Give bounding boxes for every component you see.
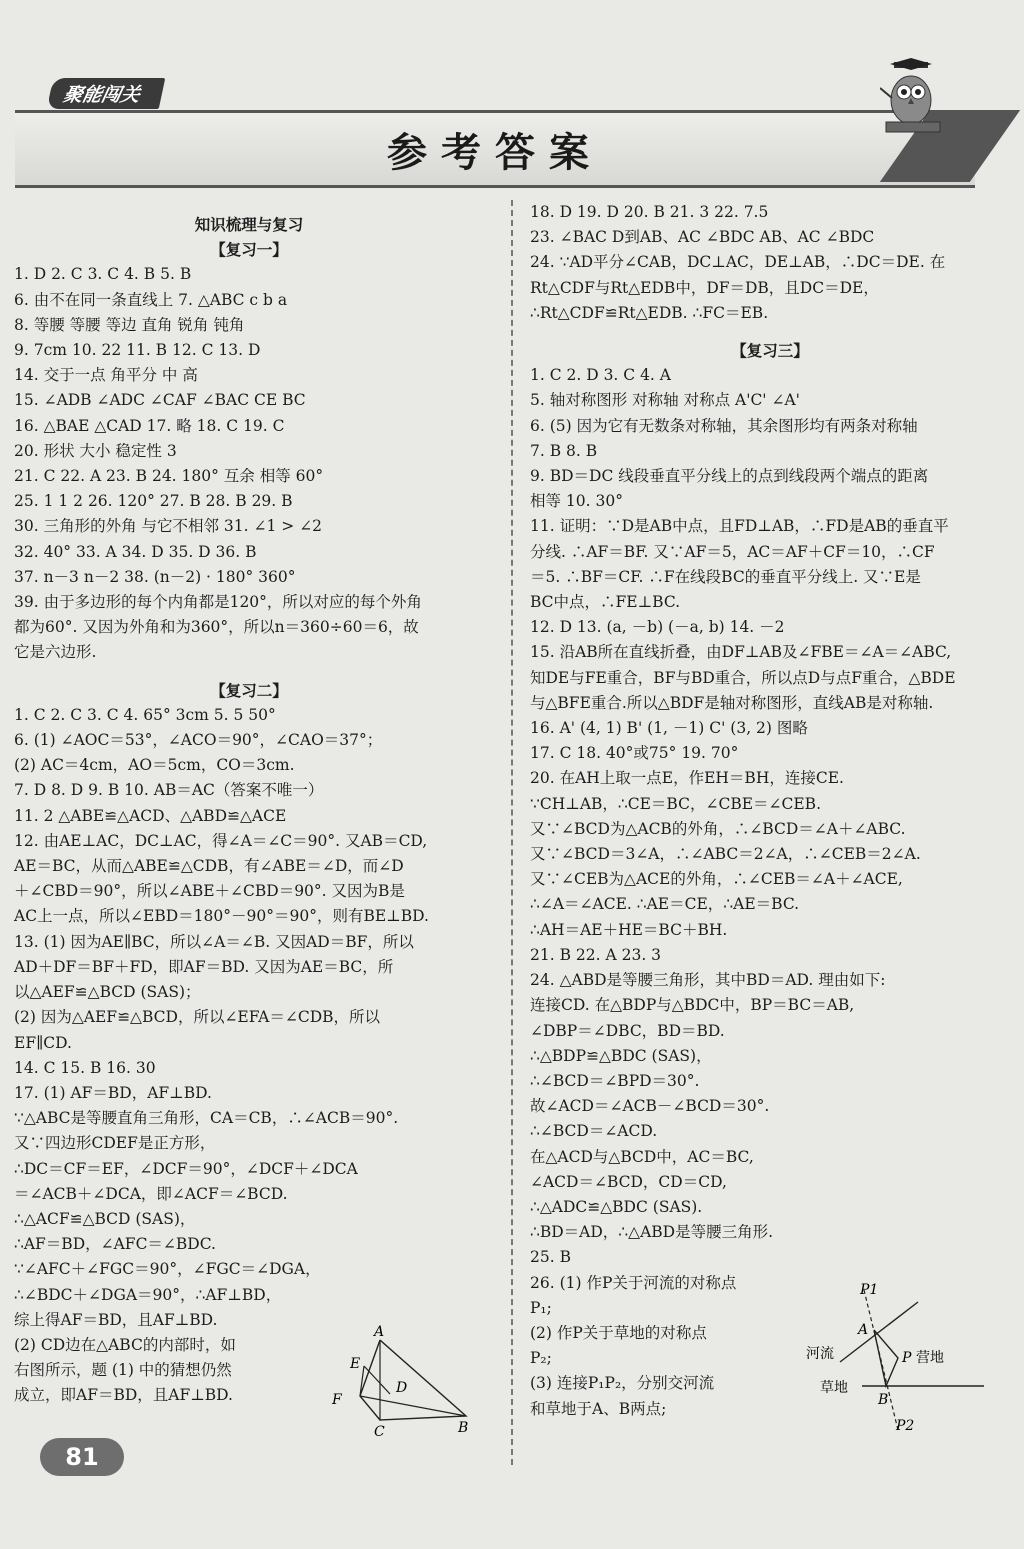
answer-line: 6. 由不在同一条直线上 7. △ABC c b a <box>14 290 288 309</box>
figure-label: 草地 <box>820 1380 848 1396</box>
answer-line: ∴∠BCD＝∠ACD. <box>530 1122 658 1141</box>
answer-line: 9. BD＝DC 线段垂直平分线上的点到线段两个端点的距离 <box>530 467 929 486</box>
answer-line: 32. 40° 33. A 34. D 35. D 36. B <box>14 542 257 561</box>
answer-line: 1. C 2. C 3. C 4. 65° 3cm 5. 5 50° <box>14 705 276 724</box>
answer-line: AC上一点，所以∠EBD＝180°－90°＝90°，则有BE⊥BD. <box>14 907 429 926</box>
right-column <box>530 200 1010 1422</box>
answer-line: 12. 由AE⊥AC，DC⊥AC，得∠A＝∠C＝90°. 又AB＝CD, <box>14 831 428 850</box>
answer-line: P₂; <box>530 1349 552 1368</box>
answer-line: 6. (5) 因为它有无数条对称轴，其余图形均有两条对称轴 <box>530 416 918 435</box>
answer-line: ＋∠CBD＝90°，所以∠ABE＋∠CBD＝90°. 又因为B是 <box>14 882 405 901</box>
answer-line: AE＝BC，从而△ABE≌△CDB，有∠ABE＝∠D，而∠D <box>14 857 404 876</box>
page-title: 参考答案 <box>387 129 603 176</box>
answer-line: ∴△BDP≌△BDC (SAS)， <box>530 1046 712 1065</box>
answer-line: 综上得AF＝BD，且AF⊥BD. <box>14 1310 218 1329</box>
answer-line: 知DE与FE重合，BF与BD重合，所以点D与点F重合，△BDE <box>530 668 956 687</box>
answer-line: 24. △ABD是等腰三角形，其中BD＝AD. 理由如下: <box>530 971 886 990</box>
title-band <box>15 110 975 188</box>
answer-line: 相等 10. 30° <box>530 492 623 511</box>
answer-line: 37. n－3 n－2 38. (n－2) · 180° 360° <box>14 567 296 586</box>
answer-line: ∠DBP＝∠DBC，BD＝BD. <box>530 1021 725 1040</box>
figure-label: A <box>374 1324 385 1340</box>
answer-line: 16. A' (4, 1) B' (1, －1) C' (3, 2) 图略 <box>530 719 808 738</box>
left-column <box>14 212 484 1409</box>
answer-line: 18. D 19. D 20. B 21. 3 22. 7.5 <box>530 203 769 221</box>
answer-line: 20. 形状 大小 稳定性 3 <box>14 441 177 460</box>
answer-line: 1. D 2. C 3. C 4. B 5. B <box>14 265 192 284</box>
answer-line: (2) CD边在△ABC的内部时，如 <box>14 1335 236 1354</box>
answer-line: 16. △BAE △CAD 17. 略 18. C 19. C <box>14 416 285 435</box>
answer-line: 5. 轴对称图形 对称轴 对称点 A'C' ∠A' <box>530 391 800 410</box>
figure-label: P2 <box>896 1418 915 1434</box>
answer-line: ∴∠BDC＋∠DGA＝90°，∴AF⊥BD， <box>14 1285 282 1304</box>
answer-line: (2) AC＝4cm，AO＝5cm，CO＝3cm. <box>14 756 295 775</box>
answer-line: 以△AEF≌△BCD (SAS)； <box>14 983 201 1002</box>
answer-line: 1. C 2. D 3. C 4. A <box>530 366 671 385</box>
page-header <box>0 0 1024 200</box>
answer-line: 17. (1) AF＝BD，AF⊥BD. <box>14 1083 212 1102</box>
answer-line: ∴Rt△CDF≌Rt△EDB. ∴FC＝EB. <box>530 303 769 322</box>
answer-line: EF∥CD. <box>14 1033 72 1052</box>
answer-line: ∴∠BCD＝∠BPD＝30°. <box>530 1071 700 1090</box>
figure-label: E <box>350 1356 361 1372</box>
answer-line: 11. 2 △ABE≌△ACD、△ABD≌△ACE <box>14 806 287 825</box>
answer-line: 30. 三角形的外角 与它不相邻 31. ∠1 > ∠2 <box>14 517 323 536</box>
answer-line: (2) 因为△AEF≌△BCD，所以∠EFA＝∠CDB，所以 <box>14 1008 381 1027</box>
answer-line: 分线. ∴AF＝BF. 又∵AF＝5，AC＝AF＋CF＝10，∴CF <box>530 542 935 561</box>
answer-line: 39. 由于多边形的每个内角都是120°，所以对应的每个外角 <box>14 593 422 612</box>
answer-line: 25. 1 1 2 26. 120° 27. B 28. B 29. B <box>14 492 293 511</box>
answer-line: BC中点，∴FE⊥BC. <box>530 593 681 612</box>
brand-logo: 聚能闯关 <box>47 78 166 109</box>
answer-line: 17. C 18. 40°或75° 19. 70° <box>530 744 739 763</box>
review-1-title: 【复习一】 <box>210 240 288 260</box>
answer-line: 在△ACD与△BCD中，AC＝BC, <box>530 1147 754 1166</box>
figure-label: P <box>902 1350 912 1366</box>
answer-line: 故∠ACD＝∠ACB－∠BCD＝30°. <box>530 1097 770 1116</box>
answer-line: P₁; <box>530 1298 552 1317</box>
answer-line: ∵∠AFC＋∠FGC＝90°，∠FGC＝∠DGA， <box>14 1260 321 1279</box>
answer-line: 21. C 22. A 23. B 24. 180° 互余 相等 60° <box>14 467 324 486</box>
answer-line: Rt△CDF与Rt△EDB中，DF＝DB，且DC＝DE， <box>530 278 879 297</box>
figure-label: B <box>458 1420 469 1436</box>
answer-line: 14. 交于一点 角平分 中 高 <box>14 366 198 385</box>
answer-line: 7. B 8. B <box>530 441 598 460</box>
figure-label: 河流 <box>806 1346 834 1362</box>
figure-label: B <box>878 1392 889 1408</box>
answer-line: 它是六边形. <box>14 643 97 662</box>
answer-line: ∵△ABC是等腰直角三角形，CA＝CB，∴∠ACB＝90°. <box>14 1109 399 1128</box>
answer-line: 14. C 15. B 16. 30 <box>14 1058 156 1077</box>
column-divider <box>511 200 513 1465</box>
triangle-figure <box>326 1322 486 1442</box>
answer-line: 6. (1) ∠AOC＝53°，∠ACO＝90°，∠CAO＝37°； <box>14 731 383 750</box>
answer-line: 20. 在AH上取一点E，作EH＝BH，连接CE. <box>530 769 844 788</box>
answer-line: 11. 证明：∵D是AB中点，且FD⊥AB，∴FD是AB的垂直平 <box>530 517 949 536</box>
answer-line: 右图所示，题 (1) 中的猜想仍然 <box>14 1361 232 1380</box>
answer-line: AD＋DF＝BF＋FD，即AF＝BD. 又因为AE＝BC，所 <box>14 957 394 976</box>
answer-line: ＝∠ACB＋∠DCA，即∠ACF＝∠BCD. <box>14 1184 288 1203</box>
answer-line: (2) 作P关于草地的对称点 <box>530 1323 707 1342</box>
answer-line: (3) 连接P₁P₂，分别交河流 <box>530 1374 715 1393</box>
answer-line: ∴AF＝BD，∠AFC＝∠BDC. <box>14 1235 216 1254</box>
answer-line: ∴AH＝AE＋HE＝BC＋BH. <box>530 920 728 939</box>
answer-line: 24. ∵AD平分∠CAB，DC⊥AC，DE⊥AB，∴DC＝DE. 在 <box>530 253 946 272</box>
answer-line: 7. D 8. D 9. B 10. AB＝AC（答案不唯一） <box>14 781 324 800</box>
figure-label: A <box>858 1322 869 1338</box>
answer-line: 9. 7cm 10. 22 11. B 12. C 13. D <box>14 341 261 360</box>
answer-line: ∠ACD＝∠BCD，CD＝CD, <box>530 1172 727 1191</box>
figure-label: F <box>332 1392 342 1408</box>
figure-label: C <box>374 1424 385 1440</box>
section-title: 知识梳理与复习 <box>194 215 304 234</box>
answer-line: ∴DC＝CF＝EF，∠DCF＝90°，∠DCF＋∠DCA <box>14 1159 358 1178</box>
owl-mascot-icon <box>880 58 950 138</box>
figure-label: 营地 <box>916 1350 944 1366</box>
river-meadow-figure <box>800 1282 1000 1442</box>
page-number: 81 <box>40 1438 124 1476</box>
answer-line: 与△BFE重合.所以△BDF是轴对称图形，直线AB是对称轴. <box>530 693 934 712</box>
answer-line: 和草地于A、B两点; <box>530 1399 667 1418</box>
answer-line: 都为60°. 又因为外角和为360°，所以n＝360÷60＝6，故 <box>14 618 419 637</box>
answer-line: ∴∠A＝∠ACE. ∴AE＝CE，∴AE＝BC. <box>530 895 800 914</box>
review-2-title: 【复习二】 <box>210 680 288 700</box>
answer-line: 8. 等腰 等腰 等边 直角 锐角 钝角 <box>14 315 245 334</box>
answer-line: 26. (1) 作P关于河流的对称点 <box>530 1273 737 1292</box>
answer-line: ∴△ADC≌△BDC (SAS). <box>530 1197 703 1216</box>
answer-line: ＝5. ∴BF＝CF. ∴F在线段BC的垂直平分线上. 又∵E是 <box>530 567 921 586</box>
answer-line: 又∵∠CEB为△ACE的外角，∴∠CEB＝∠A＋∠ACE, <box>530 870 903 889</box>
answer-line: ∴BD＝AD，∴△ABD是等腰三角形. <box>530 1223 774 1242</box>
answer-line: 又∵∠BCD为△ACB的外角，∴∠BCD＝∠A＋∠ABC. <box>530 819 906 838</box>
review-3-title: 【复习三】 <box>731 341 809 361</box>
answer-line: 成立，即AF＝BD，且AF⊥BD. <box>14 1386 233 1405</box>
answer-line: 13. (1) 因为AE∥BC，所以∠A＝∠B. 又因AD＝BF，所以 <box>14 932 414 951</box>
answer-line: 连接CD. 在△BDP与△BDC中，BP＝BC＝AB, <box>530 996 855 1015</box>
answer-line: 又∵∠BCD＝3∠A，∴∠ABC＝2∠A，∴∠CEB＝2∠A. <box>530 845 921 864</box>
figure-label: D <box>396 1380 408 1396</box>
answer-line: 21. B 22. A 23. 3 <box>530 945 662 964</box>
answer-line: 12. D 13. (a, －b) (－a, b) 14. －2 <box>530 618 785 637</box>
answer-line: 15. 沿AB所在直线折叠，由DF⊥AB及∠FBE＝∠A＝∠ABC, <box>530 643 952 662</box>
answer-line: 25. B <box>530 1248 571 1267</box>
answer-line: ∴△ACF≌△BCD (SAS)， <box>14 1209 196 1228</box>
answer-line: 23. ∠BAC D到AB、AC ∠BDC AB、AC ∠BDC <box>530 228 875 247</box>
answer-line: ∵CH⊥AB，∴CE＝BC，∠CBE＝∠CEB. <box>530 794 822 813</box>
figure-label: P1 <box>860 1282 879 1298</box>
answer-line: 又∵四边形CDEF是正方形， <box>14 1134 216 1153</box>
answer-line: 15. ∠ADB ∠ADC ∠CAF ∠BAC CE BC <box>14 391 306 410</box>
